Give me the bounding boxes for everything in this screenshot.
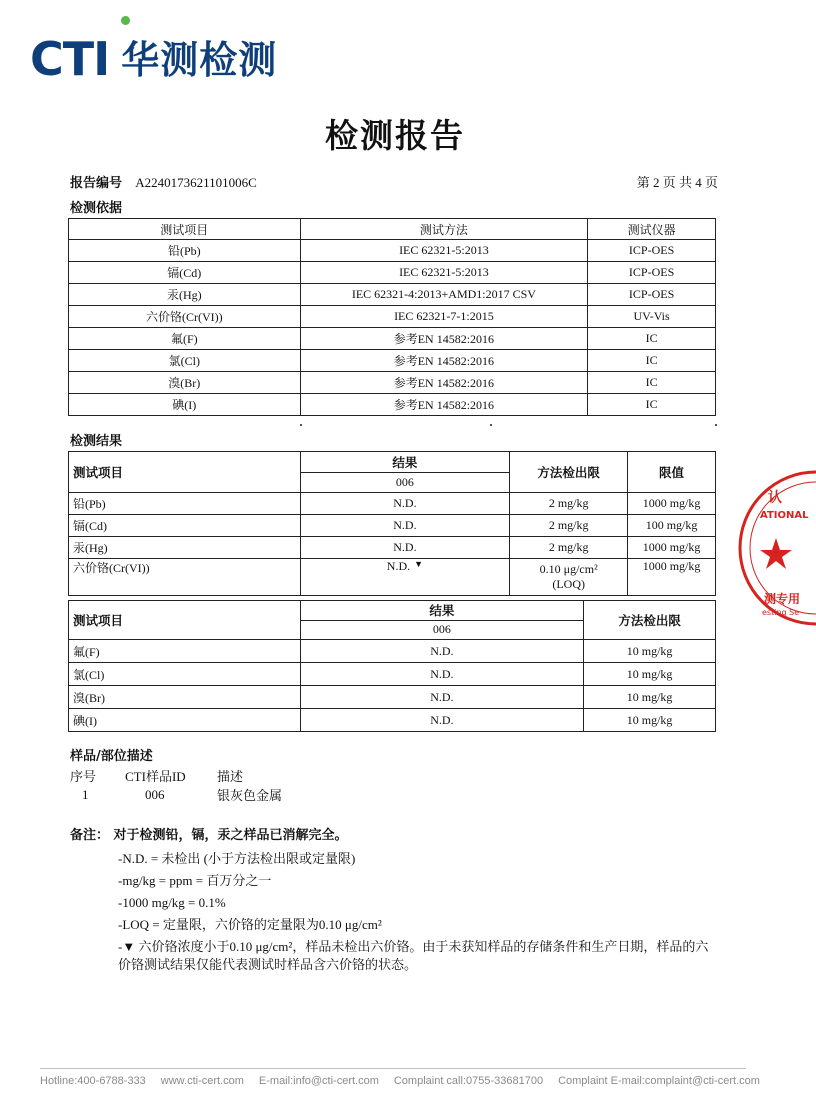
report-number-label: 报告编号	[70, 176, 123, 191]
logo-chinese: 华测检测	[121, 38, 278, 82]
table-row	[69, 262, 716, 284]
note-line-last	[70, 938, 720, 974]
report-number: A2240173621101006C	[135, 175, 257, 190]
results1-header-mdl: 方法检出限	[510, 452, 628, 493]
result-mdl: 0.10 μg/cm²	[539, 562, 598, 576]
result-item: 溴(Br)	[69, 686, 301, 709]
company-logo	[30, 26, 278, 86]
note-line: -N.D. = 未检出 (小于方法检出限或定量限)	[118, 851, 356, 866]
basis-header-instrument: 测试仪器	[588, 219, 716, 240]
result-mdl: 10 mg/kg	[584, 640, 716, 663]
results1-header-limit: 限值	[628, 452, 716, 493]
table-row	[69, 372, 716, 394]
sample-no: 1	[82, 786, 89, 802]
svg-text:esting Se: esting Se	[762, 608, 800, 617]
result-value: N.D.	[300, 515, 510, 537]
table-row	[69, 350, 716, 372]
basis-method: IEC 62321-5:2013	[300, 262, 588, 284]
sample-id: 006	[145, 786, 165, 802]
sample-desc: 银灰色金属	[217, 788, 283, 803]
basis-instrument: ICP-OES	[588, 240, 716, 262]
table-row	[69, 640, 716, 663]
results1-header-sample: 006	[300, 473, 510, 493]
footer-complaint-call: Complaint call:0755-33681700	[393, 1075, 544, 1087]
sample-header-id: CTI样品ID	[125, 769, 186, 784]
results2-header-sample: 006	[300, 620, 584, 640]
notes-label: 备注：	[70, 828, 110, 843]
basis-method: 参考EN 14582:2016	[300, 372, 588, 394]
basis-item: 碘(I)	[69, 394, 301, 416]
result-mdl: 2 mg/kg	[510, 515, 628, 537]
results-section-title: 检测结果	[70, 434, 123, 449]
table-row	[69, 394, 716, 416]
result-limit: 1000 mg/kg	[628, 537, 716, 559]
result-limit: 1000 mg/kg	[628, 559, 716, 596]
result-mdl: 10 mg/kg	[584, 663, 716, 686]
table-row	[69, 240, 716, 262]
footer-complaint-email[interactable]: Complaint E-mail:complaint@cti-cert.com	[558, 1075, 760, 1087]
notes-head	[70, 824, 720, 844]
result-mdl-note: (LOQ)	[552, 577, 585, 591]
page-info: 第 2 页 共 4 页	[636, 175, 718, 190]
notes	[70, 824, 720, 974]
footer	[40, 1075, 760, 1087]
result-value: N.D.	[300, 663, 584, 686]
result-item: 六价铬(Cr(VI))	[69, 559, 301, 596]
footer-website[interactable]: www.cti-cert.com	[160, 1075, 244, 1087]
results2-header-row	[69, 601, 716, 621]
svg-text:测专用: 测专用	[764, 592, 801, 606]
results1-header-result: 结果	[300, 452, 510, 473]
basis-instrument: ICP-OES	[588, 262, 716, 284]
basis-item: 氯(Cl)	[69, 350, 301, 372]
sample-header-desc: 描述	[217, 769, 244, 784]
table-row	[69, 559, 716, 596]
result-value-cell	[300, 559, 510, 596]
basis-header-item: 测试项目	[69, 219, 301, 240]
results-table-halogens	[68, 600, 716, 732]
footer-email[interactable]: E-mail:info@cti-cert.com	[258, 1075, 379, 1087]
results-table-metals	[68, 451, 716, 596]
sample-header-row	[70, 766, 370, 785]
basis-item: 溴(Br)	[69, 372, 301, 394]
result-item: 镉(Cd)	[69, 515, 301, 537]
basis-method: IEC 62321-7-1:2015	[300, 306, 588, 328]
table-row	[69, 663, 716, 686]
triangle-down-icon: ▼	[414, 559, 424, 569]
basis-header-method: 测试方法	[300, 219, 588, 240]
result-item: 氟(F)	[69, 640, 301, 663]
basis-instrument: IC	[588, 350, 716, 372]
result-value: N.D.	[300, 640, 584, 663]
basis-header-row	[69, 219, 716, 240]
result-value: N.D.	[300, 537, 510, 559]
result-mdl: 2 mg/kg	[510, 493, 628, 515]
logo-latin: CTI	[30, 32, 110, 86]
basis-item: 铅(Pb)	[69, 240, 301, 262]
results2-header-mdl: 方法检出限	[584, 601, 716, 640]
table-row	[69, 537, 716, 559]
result-value: N.D.	[300, 709, 584, 732]
basis-instrument: UV-Vis	[588, 306, 716, 328]
table-row	[69, 515, 716, 537]
result-mdl: 10 mg/kg	[584, 686, 716, 709]
sample-description	[70, 766, 370, 804]
table-row	[69, 328, 716, 350]
result-limit: 1000 mg/kg	[628, 493, 716, 515]
basis-instrument: IC	[588, 328, 716, 350]
result-limit: 100 mg/kg	[628, 515, 716, 537]
report-title: 检测报告	[325, 116, 465, 155]
result-value: N.D.	[300, 686, 584, 709]
basis-item: 汞(Hg)	[69, 284, 301, 306]
basis-method: 参考EN 14582:2016	[300, 350, 588, 372]
notes-head-text: 对于检测铅，镉，汞之样品已消解完全。	[113, 828, 348, 843]
note-line: -mg/kg = ppm = 百万分之一	[118, 873, 272, 888]
note-line: -1000 mg/kg = 0.1%	[118, 895, 226, 910]
footer-hotline: Hotline:400-6788-333	[40, 1075, 146, 1087]
basis-method: 参考EN 14582:2016	[300, 328, 588, 350]
basis-item: 六价铬(Cr(VI))	[69, 306, 301, 328]
dotted-divider	[300, 424, 720, 426]
basis-item: 镉(Cd)	[69, 262, 301, 284]
svg-text:ATIONAL: ATIONAL	[760, 510, 809, 521]
result-item: 铅(Pb)	[69, 493, 301, 515]
footer-divider	[40, 1068, 746, 1069]
seal-stamp	[736, 468, 816, 628]
table-row	[69, 306, 716, 328]
result-item: 碘(I)	[69, 709, 301, 732]
note-last-prefix: -▼	[118, 939, 136, 954]
results1-header-item: 测试项目	[69, 452, 301, 493]
logo-green-dot	[121, 16, 130, 25]
result-value: N.D.	[300, 493, 510, 515]
result-mdl-cell	[510, 559, 628, 596]
basis-section-title: 检测依据	[70, 201, 123, 216]
result-item: 汞(Hg)	[69, 537, 301, 559]
result-mdl: 10 mg/kg	[584, 709, 716, 732]
report-number-line	[70, 172, 257, 191]
result-mdl: 2 mg/kg	[510, 537, 628, 559]
basis-item: 氟(F)	[69, 328, 301, 350]
results2-header-item: 测试项目	[69, 601, 301, 640]
note-line: -LOQ = 定量限，六价铬的定量限为0.10 μg/cm²	[118, 917, 382, 932]
basis-method: IEC 62321-5:2013	[300, 240, 588, 262]
result-item: 氯(Cl)	[69, 663, 301, 686]
table-row	[69, 493, 716, 515]
table-row	[69, 284, 716, 306]
result-value: N.D.	[386, 559, 411, 573]
table-row	[69, 709, 716, 732]
svg-text:认: 认	[768, 490, 782, 506]
results2-header-result: 结果	[300, 601, 584, 621]
results1-header-row	[69, 452, 716, 473]
basis-table	[68, 218, 716, 416]
basis-instrument: IC	[588, 372, 716, 394]
basis-instrument: IC	[588, 394, 716, 416]
basis-instrument: ICP-OES	[588, 284, 716, 306]
sample-section-title: 样品/部位描述	[70, 749, 153, 764]
note-last-text: 六价铬浓度小于0.10 μg/cm²，样品未检出六价铬。由于未获知样品的存储条件和生产日期，样品的六价铬测试结果仅能代表测试时样品含六价铬的状态。	[118, 939, 709, 972]
basis-method: 参考EN 14582:2016	[300, 394, 588, 416]
basis-method: IEC 62321-4:2013+AMD1:2017 CSV	[300, 284, 588, 306]
sample-header-no: 序号	[70, 769, 97, 784]
list-item	[70, 785, 370, 804]
table-row	[69, 686, 716, 709]
